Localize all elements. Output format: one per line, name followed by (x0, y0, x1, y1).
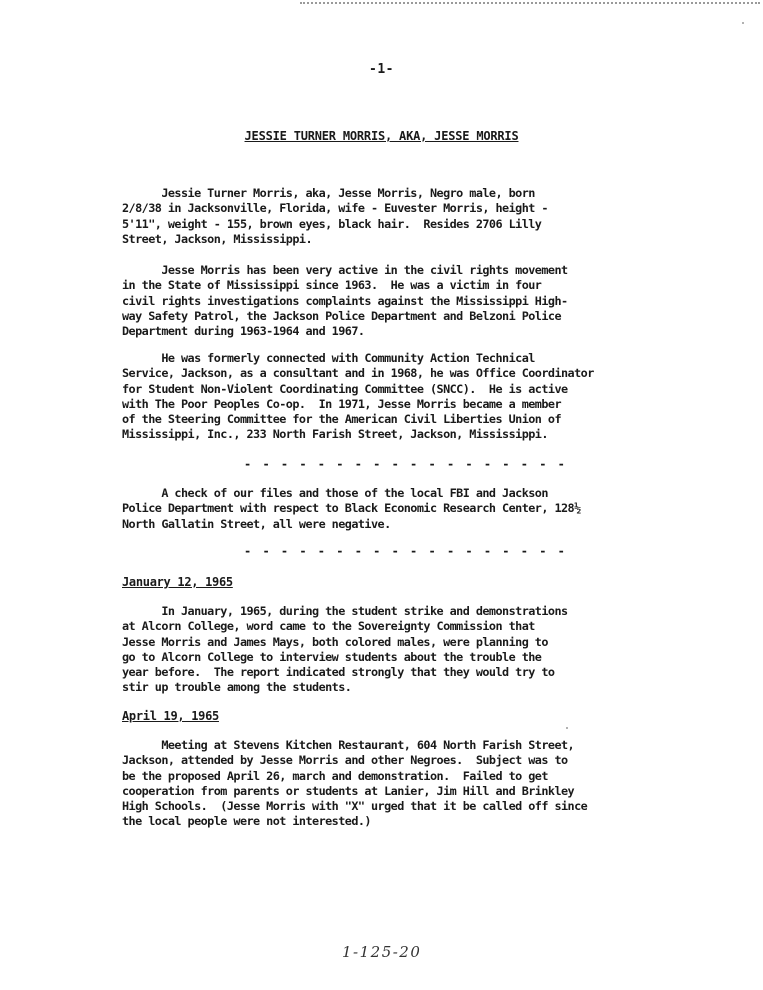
scan-speck (566, 727, 568, 729)
scan-top-border (300, 2, 760, 4)
document-title: JESSIE TURNER MORRIS, AKA, JESSE MORRIS (244, 129, 519, 143)
date-heading-january: January 12, 1965 (122, 575, 233, 589)
paragraph-affiliations: He was formerly connected with Community Action Technical Service, Jackson, as a consultant and in 1968, he was Office Coordinator for Student Non-Violent Coordinating Committee (SNCC). He is active with The Poor Peoples Co-op. In 1971, Jesse Morris became a member of the Steering Committee for the American Civil Liberties Union of Mississippi, Inc., 233 North Farish Street, Jackson, Mississippi. (122, 351, 594, 442)
handwritten-file-number: 1-125-20 (342, 943, 422, 961)
separator-line: - - - - - - - - - - - - - - - - - - (244, 457, 567, 471)
paragraph-alcorn: In January, 1965, during the student strike and demonstrations at Alcorn College, word came to the Sovereignty Commission that Jesse Morris and James Mays, both colored males, were planning to go to Alcorn College to interview students about the trouble the year before. The report indicated strongly that they would try to stir up trouble among the students. (122, 604, 568, 695)
separator-line: - - - - - - - - - - - - - - - - - - (244, 544, 567, 558)
paragraph-civil-rights: Jesse Morris has been very active in the civil rights movement in the State of Mississippi since 1963. He was a victim in four civil rights investigations complaints against the Mississippi High- way Safety Patrol, the Jackson Police Department and Belzoni Police Department during 1963-1964 and 1967. (122, 263, 568, 339)
paragraph-files-check: A check of our files and those of the local FBI and Jackson Police Department with respect to Black Economic Research Center, 128½ North Gallatin Street, all were negative. (122, 486, 581, 531)
paragraph-bio: Jessie Turner Morris, aka, Jesse Morris, Negro male, born 2/8/38 in Jacksonville, Florida, wife - Euvester Morris, height - 5'11", weight - 155, brown eyes, black hair. Resides 2706 Lilly Street, Jackson, Mississippi. (122, 186, 548, 246)
date-heading-april: April 19, 1965 (122, 709, 219, 723)
paragraph-meeting: Meeting at Stevens Kitchen Restaurant, 604 North Farish Street, Jackson, attended by Jesse Morris and other Negroes. Subject was to be the proposed April 26, march and demonstration. Failed to get cooperation from parents or students at Lanier, Jim Hill and Brinkley High Schools. (Jesse Morris with "X" urged that it be called off since the local people were not interested.) (122, 738, 588, 829)
page-number: -1- (369, 62, 394, 77)
scan-speck (742, 22, 744, 24)
